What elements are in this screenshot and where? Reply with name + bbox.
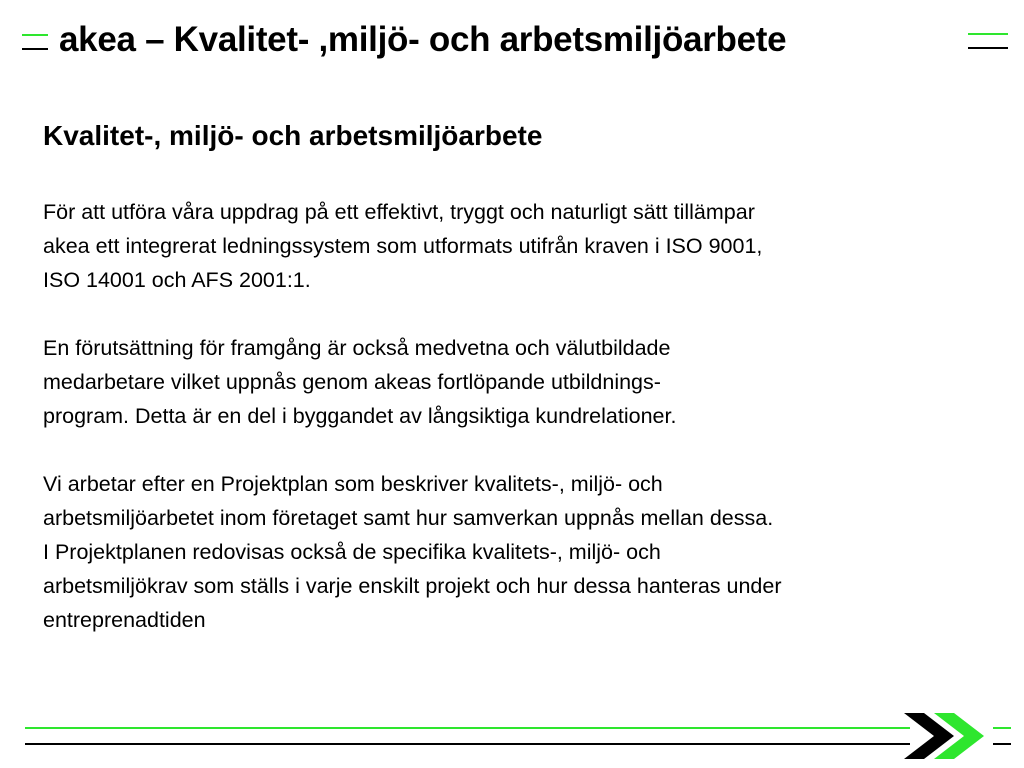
footer-dark-line <box>25 743 910 745</box>
text-line: Vi arbetar efter en Projektplan som beskriver kvalitets-, miljö- och <box>43 472 663 496</box>
content-body <box>43 195 973 637</box>
header-right-dark-bar <box>968 47 1008 49</box>
footer-right-green-bar <box>993 727 1011 729</box>
paragraph-training <box>43 331 973 433</box>
text-line: I Projektplanen redovisas också de specifika kvalitets-, miljö- och <box>43 540 661 564</box>
paragraph-project-plan <box>43 467 973 637</box>
footer-right-dark-bar <box>993 743 1011 745</box>
header-left-green-bar <box>22 34 48 36</box>
header-left-dark-bar <box>22 48 48 50</box>
text-line: ISO 14001 och AFS 2001:1. <box>43 268 311 292</box>
paragraph-iso-system <box>43 195 973 297</box>
double-chevron-right-icon <box>902 711 986 761</box>
content-heading: Kvalitet-, miljö- och arbetsmiljöarbete <box>43 120 543 151</box>
text-line: arbetsmiljöarbetet inom företaget samt hur samverkan uppnås mellan dessa. <box>43 506 774 530</box>
text-line: En förutsättning för framgång är också medvetna och välutbildade <box>43 336 671 360</box>
slide-title: akea – Kvalitet- ,miljö- och arbetsmiljöarbete <box>59 20 787 59</box>
footer-green-line <box>25 727 910 729</box>
header-right-green-bar <box>968 33 1008 35</box>
text-line: entreprenadtiden <box>43 608 206 632</box>
text-line: För att utföra våra uppdrag på ett effektivt, tryggt och naturligt sätt tillämpar <box>43 200 755 224</box>
text-line: program. Detta är en del i byggandet av långsiktiga kundrelationer. <box>43 404 677 428</box>
text-line: medarbetare vilket uppnås genom akeas fortlöpande utbildnings- <box>43 370 661 394</box>
text-line: akea ett integrerat ledningssystem som utformats utifrån kraven i ISO 9001, <box>43 234 763 258</box>
text-line: arbetsmiljökrav som ställs i varje enskilt projekt och hur dessa hanteras under <box>43 574 782 598</box>
